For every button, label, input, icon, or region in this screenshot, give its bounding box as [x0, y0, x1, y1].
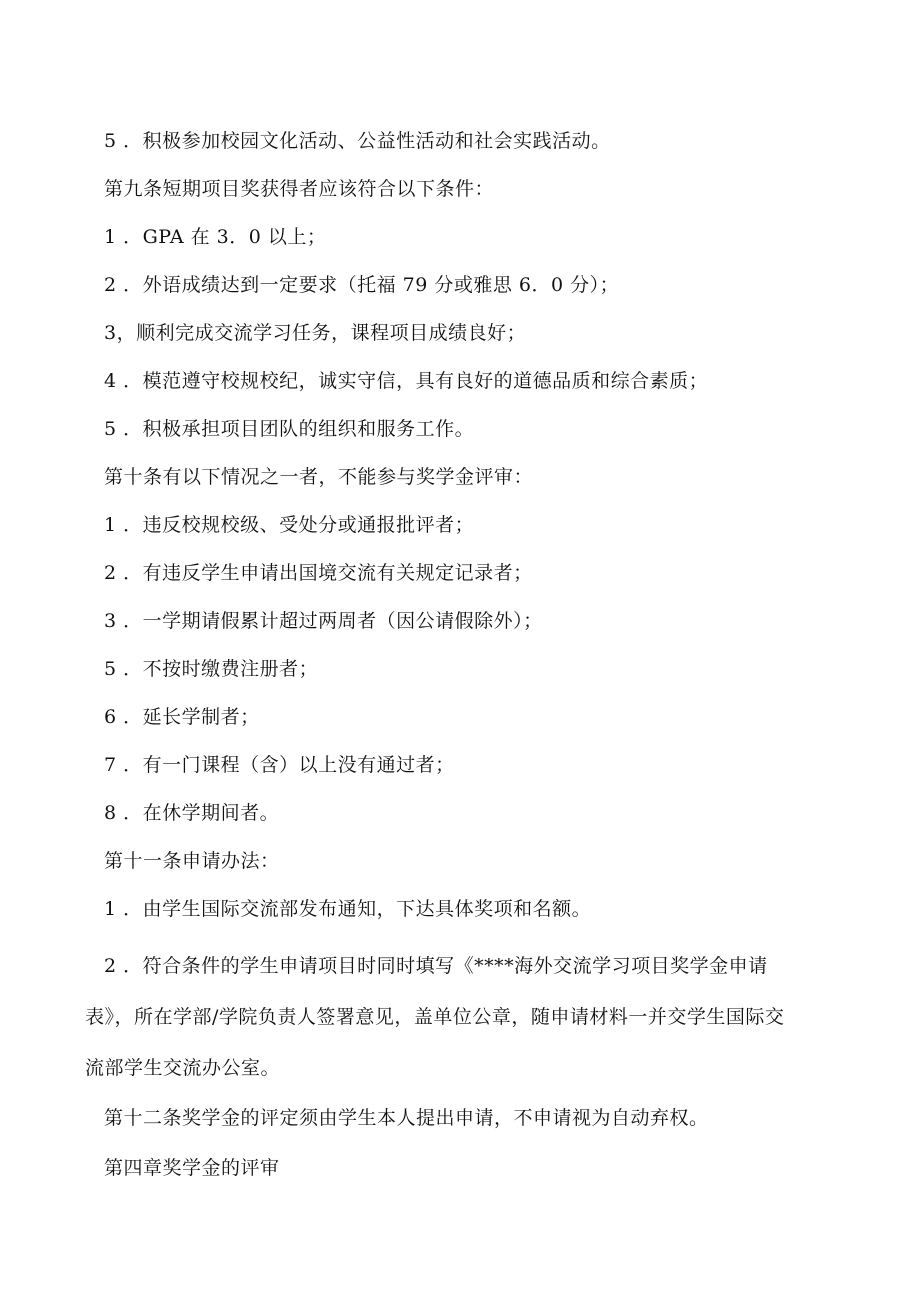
- paragraph-item-leave: 3 ．一学期请假累计超过两周者（因公请假除外）；: [104, 610, 543, 632]
- chapter-4-heading: 第四章奖学金的评审: [104, 1157, 280, 1179]
- paragraph-item-application-line-2: 表》，所在学部/学院负责人签署意见，盖单位公章，随申请材料一并交学生国际交: [85, 1006, 785, 1028]
- paragraph-item-study-task: 3，顺利完成交流学习任务，课程项目成绩良好；: [104, 322, 527, 344]
- paragraph-item-fees: 5 ．不按时缴费注册者；: [104, 658, 319, 680]
- paragraph-item-course-failed: 7 ．有一门课程（含）以上没有通过者；: [104, 754, 455, 776]
- paragraph-item-notice: 1 ．由学生国际交流部发布通知，下达具体奖项和名额。: [104, 898, 592, 920]
- paragraph-item-gpa: 1 ．GPA 在 3．0 以上；: [104, 226, 327, 248]
- article-9-heading: 第九条短期项目奖获得者应该符合以下条件：: [104, 178, 495, 200]
- paragraph-item-suspension: 8 ．在休学期间者。: [104, 802, 280, 824]
- article-12-heading: 第十二条奖学金的评定须由学生本人提出申请，不申请视为自动弃权。: [104, 1107, 709, 1129]
- paragraph-item-application-line-3: 流部学生交流办公室。: [85, 1057, 281, 1079]
- paragraph-item-violation: 1 ．违反校规校级、受处分或通报批评者；: [104, 514, 475, 536]
- paragraph-item-language: 2 ．外语成绩达到一定要求（托福 79 分或雅思 6．0 分）；: [104, 274, 620, 296]
- paragraph-item-application-line-1: 2 ．符合条件的学生申请项目时同时填写《****海外交流学习项目奖学金申请: [104, 955, 768, 977]
- paragraph-item-conduct: 4 ．模范遵守校规校纪，诚实守信，具有良好的道德品质和综合素质；: [104, 370, 709, 392]
- paragraph-item-team-work: 5 ．积极承担项目团队的组织和服务工作。: [104, 418, 475, 440]
- article-11-heading: 第十一条申请办法：: [104, 850, 280, 872]
- article-10-heading: 第十条有以下情况之一者，不能参与奖学金评审：: [104, 466, 534, 488]
- paragraph-item-exchange-record: 2 ．有违反学生申请出国境交流有关规定记录者；: [104, 562, 533, 584]
- paragraph-item-extended: 6 ．延长学制者；: [104, 706, 260, 728]
- paragraph-item-5-activities: 5 ．积极参加校园文化活动、公益性活动和社会实践活动。: [104, 130, 611, 152]
